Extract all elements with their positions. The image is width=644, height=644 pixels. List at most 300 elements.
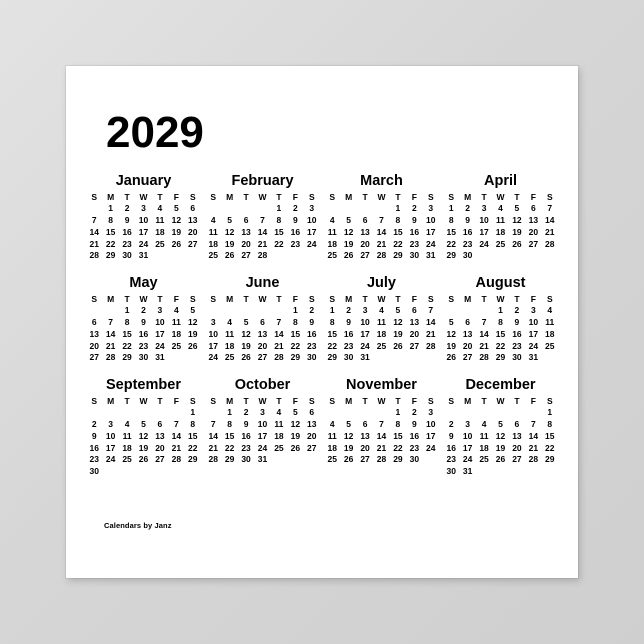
day-cell: 31 [462, 466, 473, 476]
day-cell: 17 [462, 442, 473, 453]
day-grid [205, 305, 320, 364]
weekday-header-row [86, 192, 201, 203]
day-cell: 28 [171, 454, 182, 465]
day-cell: 10 [360, 317, 370, 328]
day-cell: 22 [446, 238, 456, 249]
weekday-label: T [243, 191, 249, 202]
day-cell: 4 [481, 419, 487, 430]
day-cell: 2 [243, 407, 249, 418]
day-cell: 31 [155, 352, 165, 363]
weekday-label: M [464, 293, 472, 304]
day-grid [205, 203, 320, 262]
day-cell: 5 [243, 317, 249, 328]
month-block [203, 378, 322, 478]
day-cell: 16 [241, 430, 251, 441]
day-cell: 30 [138, 352, 149, 363]
day-cell: 8 [276, 215, 282, 226]
day-cell: 22 [224, 442, 235, 453]
day-cell: 5 [346, 419, 351, 430]
weekday-header-row [205, 192, 320, 203]
day-cell: 28 [426, 340, 436, 351]
day-cell: 15 [446, 226, 456, 237]
day-cell: 20 [188, 226, 198, 237]
day-cell: 19 [512, 226, 522, 237]
day-cell: 4 [547, 305, 553, 316]
day-cell: 5 [227, 215, 232, 226]
day-cell: 3 [309, 203, 315, 214]
day-cell: 20 [462, 340, 473, 351]
day-cell: 26 [393, 340, 403, 351]
day-cell: 10 [257, 419, 268, 430]
day-cell: 18 [171, 328, 182, 339]
day-cell: 27 [360, 250, 370, 261]
day-cell: 17 [105, 442, 116, 453]
day-cell: 18 [155, 226, 165, 237]
day-cell: 24 [208, 352, 218, 363]
day-cell: 13 [257, 328, 268, 339]
weekday-label: S [329, 395, 336, 406]
day-cell: 11 [327, 226, 337, 237]
day-cell: 20 [155, 442, 165, 453]
day-cell: 8 [190, 419, 196, 430]
day-cell: 14 [274, 328, 284, 339]
day-cell: 16 [446, 442, 456, 453]
day-cell: 15 [495, 328, 506, 339]
day-cell: 12 [495, 430, 506, 441]
weekday-label: T [243, 293, 249, 304]
month-block [441, 276, 560, 364]
weekday-label: T [124, 395, 130, 406]
weekday-label: M [226, 395, 234, 406]
weekday-label: M [345, 395, 353, 406]
day-cell: 17 [479, 226, 489, 237]
weekday-label: T [157, 191, 163, 202]
day-cell: 21 [426, 328, 436, 339]
day-cell: 31 [138, 250, 149, 261]
day-cell: 10 [155, 317, 165, 328]
day-cell: 16 [512, 328, 522, 339]
day-cell: 29 [122, 352, 132, 363]
day-cell: 7 [547, 203, 553, 214]
day-cell: 25 [274, 442, 284, 453]
day-cell: 8 [292, 317, 298, 328]
day-cell: 30 [409, 250, 420, 261]
day-cell: 18 [224, 340, 235, 351]
weekday-label: F [173, 293, 179, 304]
weekday-label: T [395, 191, 401, 202]
day-cell: 17 [528, 328, 539, 339]
day-cell: 25 [171, 340, 182, 351]
day-cell: 22 [393, 238, 403, 249]
day-cell: 4 [157, 203, 163, 214]
day-cell: 13 [512, 430, 522, 441]
day-cell: 17 [257, 430, 268, 441]
weekday-label: W [258, 191, 267, 202]
weekday-label: F [292, 293, 298, 304]
weekday-label: S [308, 395, 315, 406]
day-cell: 15 [105, 226, 116, 237]
day-cell: 20 [241, 238, 251, 249]
day-cell: 1 [498, 305, 503, 316]
day-cell: 6 [465, 317, 470, 328]
weekday-label: W [139, 191, 148, 202]
weekday-label: T [276, 293, 282, 304]
weekday-label: T [481, 191, 487, 202]
day-cell: 16 [343, 328, 354, 339]
day-cell: 22 [274, 238, 284, 249]
day-cell: 6 [514, 419, 520, 430]
month-block [322, 378, 441, 478]
day-cell: 9 [292, 215, 298, 226]
day-cell: 6 [362, 215, 368, 226]
day-cell: 14 [257, 226, 268, 237]
day-cell: 26 [241, 352, 251, 363]
day-cell: 31 [426, 250, 436, 261]
day-cell: 3 [157, 305, 163, 316]
day-grid [443, 305, 558, 364]
day-cell: 25 [327, 454, 337, 465]
day-grid [443, 203, 558, 262]
day-cell: 14 [545, 215, 555, 226]
day-cell: 14 [89, 226, 99, 237]
day-cell: 1 [395, 203, 401, 214]
day-cell: 8 [448, 215, 454, 226]
day-cell: 26 [446, 352, 456, 363]
day-grid [324, 407, 439, 466]
weekday-label: T [243, 395, 249, 406]
month-block [441, 378, 560, 478]
day-cell: 17 [360, 328, 370, 339]
day-cell: 9 [514, 317, 520, 328]
weekday-label: S [427, 395, 434, 406]
month-name: February [231, 173, 294, 189]
day-cell: 9 [243, 419, 249, 430]
month-block [84, 174, 203, 262]
day-cell: 22 [545, 442, 555, 453]
day-cell: 14 [426, 317, 436, 328]
day-cell: 1 [190, 407, 196, 418]
day-cell: 30 [122, 250, 132, 261]
day-cell: 30 [307, 352, 317, 363]
weekday-header-row [205, 294, 320, 305]
day-cell: 25 [327, 250, 337, 261]
day-cell: 11 [479, 430, 489, 441]
day-cell: 8 [498, 317, 503, 328]
weekday-label: F [530, 293, 536, 304]
day-cell: 5 [448, 317, 454, 328]
day-cell: 12 [188, 317, 198, 328]
day-cell: 13 [188, 215, 198, 226]
weekday-label: M [107, 395, 115, 406]
month-name: December [465, 377, 536, 393]
day-cell: 11 [376, 317, 386, 328]
day-cell: 28 [545, 238, 555, 249]
day-cell: 30 [512, 352, 522, 363]
day-cell: 23 [343, 340, 354, 351]
day-cell: 17 [426, 430, 436, 441]
weekday-header-row [443, 396, 558, 407]
day-cell: 10 [138, 215, 149, 226]
day-cell: 6 [530, 203, 536, 214]
day-cell: 12 [512, 215, 522, 226]
day-cell: 2 [465, 203, 470, 214]
day-cell: 5 [292, 407, 298, 418]
day-cell: 9 [124, 215, 130, 226]
day-cell: 24 [426, 442, 436, 453]
day-cell: 8 [395, 215, 401, 226]
day-cell: 26 [343, 250, 354, 261]
weekday-label: S [427, 191, 434, 202]
weekday-header-row [86, 294, 201, 305]
day-cell: 16 [462, 226, 473, 237]
day-cell: 17 [138, 226, 149, 237]
day-cell: 6 [309, 407, 315, 418]
day-cell: 7 [379, 419, 384, 430]
day-cell: 21 [89, 238, 99, 249]
weekday-label: M [107, 191, 115, 202]
day-cell: 21 [376, 238, 387, 249]
day-cell: 18 [545, 328, 555, 339]
day-cell: 5 [514, 203, 520, 214]
day-cell: 23 [138, 340, 149, 351]
day-cell: 24 [360, 340, 370, 351]
day-cell: 5 [141, 419, 146, 430]
weekday-label: W [377, 191, 386, 202]
weekday-label: S [427, 293, 434, 304]
day-cell: 5 [498, 419, 503, 430]
day-grid [324, 305, 439, 364]
day-cell: 28 [208, 454, 218, 465]
weekday-label: T [481, 395, 487, 406]
day-cell: 26 [495, 454, 506, 465]
day-cell: 19 [138, 442, 149, 453]
day-cell: 7 [91, 215, 97, 226]
weekday-label: W [258, 395, 267, 406]
day-cell: 15 [545, 430, 555, 441]
day-cell: 19 [495, 442, 506, 453]
weekday-label: M [107, 293, 115, 304]
weekday-label: W [496, 293, 505, 304]
weekday-label: T [514, 293, 520, 304]
day-cell: 1 [108, 203, 113, 214]
day-cell: 7 [481, 317, 487, 328]
weekday-label: W [496, 395, 505, 406]
weekday-label: S [210, 293, 217, 304]
day-cell: 24 [307, 238, 317, 249]
day-cell: 27 [257, 352, 268, 363]
day-cell: 29 [393, 250, 403, 261]
day-cell: 29 [290, 352, 301, 363]
day-grid [86, 203, 201, 262]
weekday-label: S [308, 293, 315, 304]
weekday-label: T [362, 191, 368, 202]
weekday-label: W [139, 293, 148, 304]
day-cell: 6 [260, 317, 265, 328]
day-cell: 21 [208, 442, 218, 453]
day-cell: 21 [545, 226, 555, 237]
weekday-label: W [377, 293, 386, 304]
calendar-months-grid [84, 174, 560, 492]
day-cell: 7 [173, 419, 179, 430]
weekday-label: F [530, 395, 536, 406]
day-cell: 7 [276, 317, 282, 328]
month-block [322, 174, 441, 262]
day-cell: 4 [124, 419, 130, 430]
weekday-label: T [514, 395, 520, 406]
weekday-label: F [411, 395, 417, 406]
weekday-label: S [448, 293, 455, 304]
day-cell: 28 [257, 250, 268, 261]
day-cell: 22 [188, 442, 198, 453]
day-cell: 20 [89, 340, 99, 351]
day-cell: 30 [462, 250, 473, 261]
day-cell: 3 [465, 419, 470, 430]
day-cell: 24 [528, 340, 539, 351]
day-cell: 23 [307, 340, 317, 351]
day-cell: 28 [376, 250, 387, 261]
day-cell: 19 [171, 226, 182, 237]
weekday-label: S [329, 191, 336, 202]
day-cell: 29 [545, 454, 555, 465]
day-cell: 3 [530, 305, 536, 316]
weekday-label: S [189, 293, 196, 304]
weekday-label: T [157, 293, 163, 304]
weekday-label: T [362, 395, 368, 406]
day-cell: 23 [89, 454, 99, 465]
day-cell: 15 [224, 430, 235, 441]
day-cell: 13 [462, 328, 473, 339]
weekday-header-row [443, 294, 558, 305]
day-cell: 6 [91, 317, 97, 328]
day-cell: 18 [327, 238, 337, 249]
day-cell: 23 [409, 442, 420, 453]
day-cell: 20 [257, 340, 268, 351]
day-cell: 12 [224, 226, 235, 237]
weekday-label: T [124, 293, 130, 304]
day-cell: 7 [210, 419, 216, 430]
day-cell: 7 [428, 305, 434, 316]
month-block [203, 276, 322, 364]
day-cell: 7 [108, 317, 113, 328]
day-cell: 10 [307, 215, 317, 226]
day-cell: 22 [122, 340, 132, 351]
day-cell: 19 [446, 340, 456, 351]
weekday-label: M [464, 191, 472, 202]
day-cell: 25 [155, 238, 165, 249]
weekday-label: T [276, 395, 282, 406]
day-cell: 23 [462, 238, 473, 249]
day-cell: 22 [290, 340, 301, 351]
day-cell: 22 [105, 238, 116, 249]
day-cell: 25 [495, 238, 506, 249]
day-cell: 5 [395, 305, 401, 316]
weekday-label: M [226, 293, 234, 304]
day-cell: 15 [290, 328, 301, 339]
day-cell: 15 [327, 328, 337, 339]
weekday-label: S [189, 395, 196, 406]
day-cell: 9 [346, 317, 351, 328]
day-cell: 25 [479, 454, 489, 465]
weekday-label: S [546, 293, 553, 304]
month-block [84, 276, 203, 364]
weekday-label: M [345, 293, 353, 304]
day-cell: 21 [479, 340, 489, 351]
day-cell: 18 [479, 442, 489, 453]
day-cell: 3 [481, 203, 487, 214]
day-cell: 4 [329, 419, 335, 430]
month-name: August [475, 275, 526, 291]
day-cell: 12 [241, 328, 251, 339]
day-cell: 24 [257, 442, 268, 453]
calendar-poster [66, 66, 578, 578]
weekday-label: T [481, 293, 487, 304]
weekday-label: S [210, 191, 217, 202]
day-cell: 8 [124, 317, 130, 328]
day-cell: 24 [138, 238, 149, 249]
month-name: April [483, 173, 518, 189]
day-cell: 19 [393, 328, 403, 339]
day-cell: 2 [514, 305, 520, 316]
weekday-label: W [139, 395, 148, 406]
day-cell: 31 [360, 352, 370, 363]
day-cell: 22 [327, 340, 337, 351]
day-cell: 17 [155, 328, 165, 339]
day-cell: 21 [528, 442, 539, 453]
weekday-label: F [173, 395, 179, 406]
day-cell: 20 [528, 226, 539, 237]
day-cell: 14 [171, 430, 182, 441]
day-cell: 24 [479, 238, 489, 249]
day-cell: 9 [411, 215, 417, 226]
weekday-label: M [345, 191, 353, 202]
day-cell: 21 [376, 442, 387, 453]
day-cell: 14 [208, 430, 218, 441]
month-name: September [106, 377, 181, 393]
day-cell: 28 [274, 352, 284, 363]
month-name: May [129, 275, 158, 291]
day-cell: 13 [241, 226, 251, 237]
day-cell: 31 [528, 352, 539, 363]
day-cell: 27 [462, 352, 473, 363]
weekday-label: T [395, 293, 401, 304]
day-cell: 23 [446, 454, 456, 465]
day-cell: 18 [376, 328, 387, 339]
day-cell: 23 [409, 238, 420, 249]
day-cell: 19 [241, 340, 251, 351]
day-cell: 8 [227, 419, 232, 430]
day-cell: 17 [307, 226, 317, 237]
weekday-header-row [324, 192, 439, 203]
day-cell: 8 [108, 215, 113, 226]
day-cell: 28 [376, 454, 387, 465]
day-cell: 12 [343, 226, 354, 237]
weekday-label: T [514, 191, 520, 202]
weekday-label: S [329, 293, 336, 304]
weekday-label: M [464, 395, 472, 406]
day-cell: 16 [290, 226, 301, 237]
day-cell: 1 [329, 305, 335, 316]
day-cell: 17 [208, 340, 218, 351]
day-cell: 21 [274, 340, 284, 351]
day-cell: 9 [309, 317, 315, 328]
day-cell: 31 [257, 454, 268, 465]
day-cell: 10 [479, 215, 489, 226]
day-cell: 24 [426, 238, 436, 249]
day-cell: 11 [327, 430, 337, 441]
day-cell: 1 [395, 407, 401, 418]
day-cell: 19 [290, 430, 301, 441]
weekday-label: S [546, 191, 553, 202]
